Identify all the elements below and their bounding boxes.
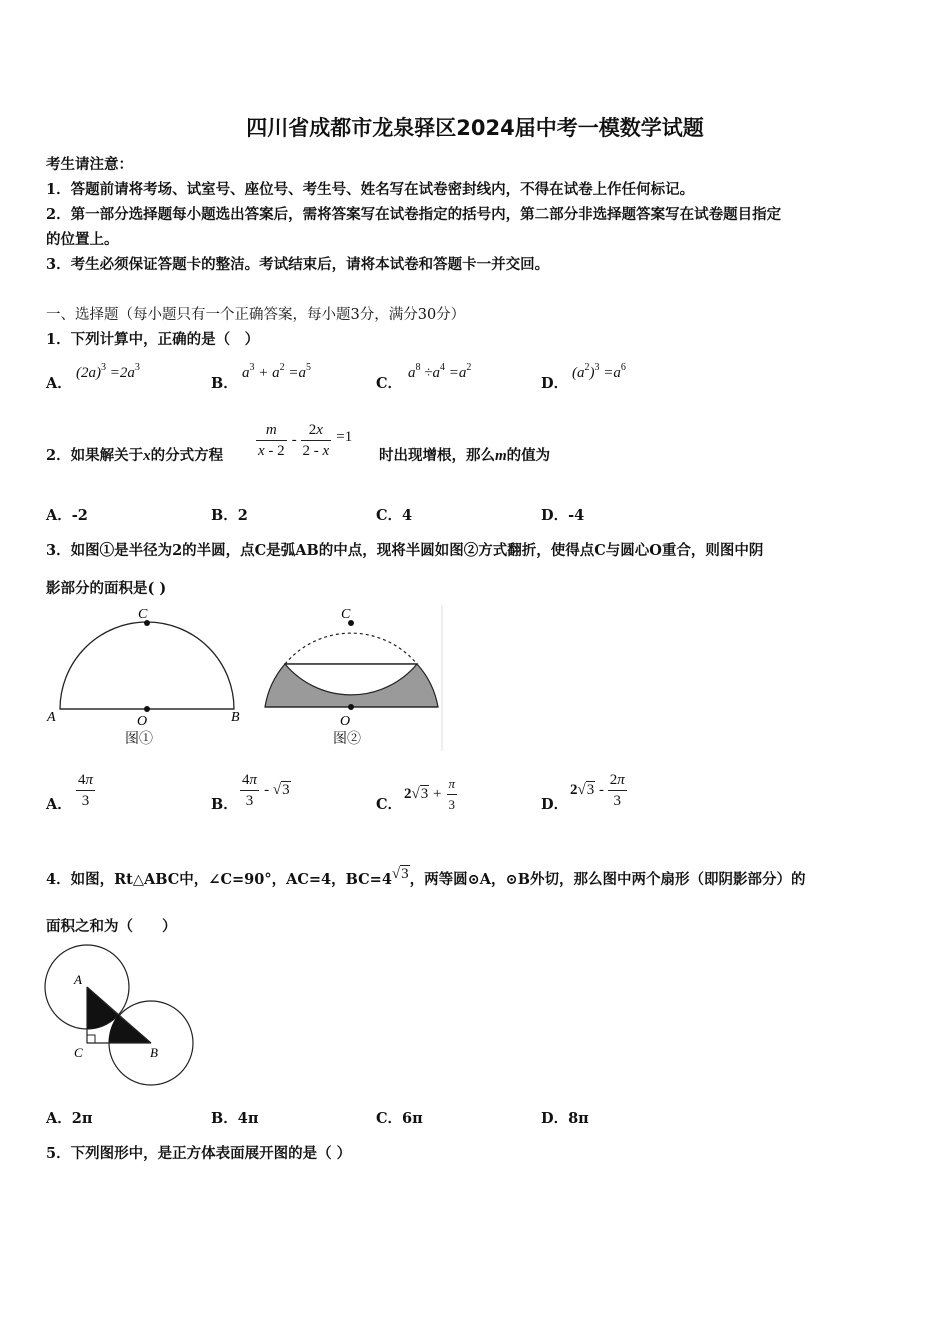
q3-option-b-label: B． xyxy=(211,796,238,813)
notice-item-2-cont: 的位置上。 xyxy=(46,231,119,248)
q2-text-4: 的值为 xyxy=(506,447,551,464)
q3-figure-1-caption: 图① xyxy=(125,731,153,747)
q4-sqrt3: √3 xyxy=(391,866,409,882)
question-2-stem-end xyxy=(379,444,550,465)
q4-option-a: A．2π xyxy=(46,1110,93,1127)
q2-frac-1: $\frac{m}{x - 2}$ xyxy=(258,422,285,459)
sector-b xyxy=(109,1015,151,1043)
label-c: C xyxy=(74,1045,83,1060)
q3-figure-2-caption: 图② xyxy=(333,731,361,747)
label-a: A xyxy=(47,710,56,725)
q2-option-a: A．-2 xyxy=(46,507,88,524)
notice-item-2: 2．第一部分选择题每小题选出答案后，需将答案写在试卷指定的括号内，第二部分非选择题答案写在试卷题目指定 xyxy=(46,206,782,223)
page-title: 四川省成都市龙泉驿区2024届中考一模数学试题 xyxy=(246,116,704,140)
right-angle-mark xyxy=(87,1035,95,1043)
q4-text-2: ，两等圆⊙A，⊙B外切，那么图中两个扇形（即阴影部分）的 xyxy=(409,871,806,888)
q1-option-c-formula: $a^8 \div a^4 =a^2$ xyxy=(408,362,472,381)
q2-equation: $\frac{m}{x - 2}$ - $\frac{2x}{2 - x}$ =1 xyxy=(258,422,353,459)
q4-option-d: D．8π xyxy=(541,1110,589,1127)
label-a: A xyxy=(74,972,82,987)
q1-option-a-formula: $(2a)^3 =2a^3$ xyxy=(76,362,140,381)
label-o: O xyxy=(340,714,351,729)
q1-option-b-formula: $a^3 + a^2 =a^5$ xyxy=(242,362,311,381)
q1-option-b-label: B． xyxy=(211,375,238,392)
q2-text-3: 时出现增根，那么 xyxy=(379,447,495,464)
q2-option-c: C．4 xyxy=(376,507,413,524)
q2-option-d: D．-4 xyxy=(541,507,585,524)
q1-option-b xyxy=(211,372,238,393)
question-5-stem: 5．下列图形中，是正方体表面展开图的是（ ） xyxy=(46,1145,352,1162)
q1-option-a xyxy=(46,372,72,393)
label-o: O xyxy=(137,714,148,729)
q2-option-b: B．2 xyxy=(211,507,248,524)
q3-option-d-formula: 2√3 - $\frac{2\pi}{3}$ xyxy=(570,772,625,809)
q3-option-a-formula: $\frac{4\pi}{3}$ xyxy=(78,772,94,809)
question-4-stem xyxy=(46,866,805,889)
semicircle-arc xyxy=(60,622,234,709)
original-arc-dashed xyxy=(285,633,417,664)
question-4-stem-2: 面积之和为（ ） xyxy=(46,918,177,935)
q1-option-d-formula: $(a^2)^3 =a^6$ xyxy=(572,362,626,381)
label-c: C xyxy=(341,607,351,622)
q4-option-c: C．6π xyxy=(376,1110,423,1127)
label-c: C xyxy=(138,607,148,622)
q4-text-1: 4．如图，Rt△ABC中，∠C=90°，AC=4，BC=4 xyxy=(46,871,392,888)
q3-option-d-label: D． xyxy=(541,796,569,813)
q4-figure xyxy=(40,940,205,1090)
q2-frac-2: $\frac{2x}{2 - x}$ xyxy=(302,422,330,459)
q1-option-c xyxy=(376,372,402,393)
q3-option-b-formula: $\frac{4\pi}{3}$ - √3 xyxy=(242,772,290,809)
question-3-stem: 3．如图①是半径为2的半圆，点C是弧AB的中点，现将半圆如图②方式翻折，使得点C与圆心O重合，则图中阴 xyxy=(46,542,764,559)
q2-var-x: x xyxy=(143,448,151,464)
question-1-stem: 1．下列计算中，正确的是（ ） xyxy=(46,331,260,348)
q2-text-2: 的分式方程 xyxy=(150,447,224,464)
q1-option-d xyxy=(541,372,568,393)
point-o xyxy=(348,704,354,710)
notice-item-3: 3．考生必须保证答题卡的整洁。考试结束后，请将本试卷和答题卡一并交回。 xyxy=(46,256,550,273)
q3-option-c-label: C． xyxy=(376,796,403,813)
q1-option-a-label: A． xyxy=(46,375,72,392)
q4-option-b: B．4π xyxy=(211,1110,259,1127)
q3-option-c-formula: 2√3 + $\frac{\pi}{3}$ xyxy=(404,776,456,812)
q3-option-a-label: A． xyxy=(46,796,72,813)
question-3-stem-2: 影部分的面积是( ) xyxy=(46,580,167,597)
q1-option-d-label: D． xyxy=(541,375,569,392)
q2-text-1: 2．如果解关于 xyxy=(46,447,144,464)
q2-var-m: m xyxy=(495,448,507,464)
notice-heading: 考生请注意： xyxy=(46,156,133,173)
q1-option-c-label: C． xyxy=(376,375,403,392)
label-b: B xyxy=(231,710,240,725)
question-2-stem xyxy=(46,444,223,465)
point-o xyxy=(144,706,150,712)
section-heading: 一、选择题（每小题只有一个正确答案，每小题3分，满分30分） xyxy=(46,307,466,323)
label-b: B xyxy=(150,1045,158,1060)
notice-item-1: 1．答题前请将考场、试室号、座位号、考生号、姓名写在试卷密封线内，不得在试卷上作任何标记。 xyxy=(46,181,695,198)
